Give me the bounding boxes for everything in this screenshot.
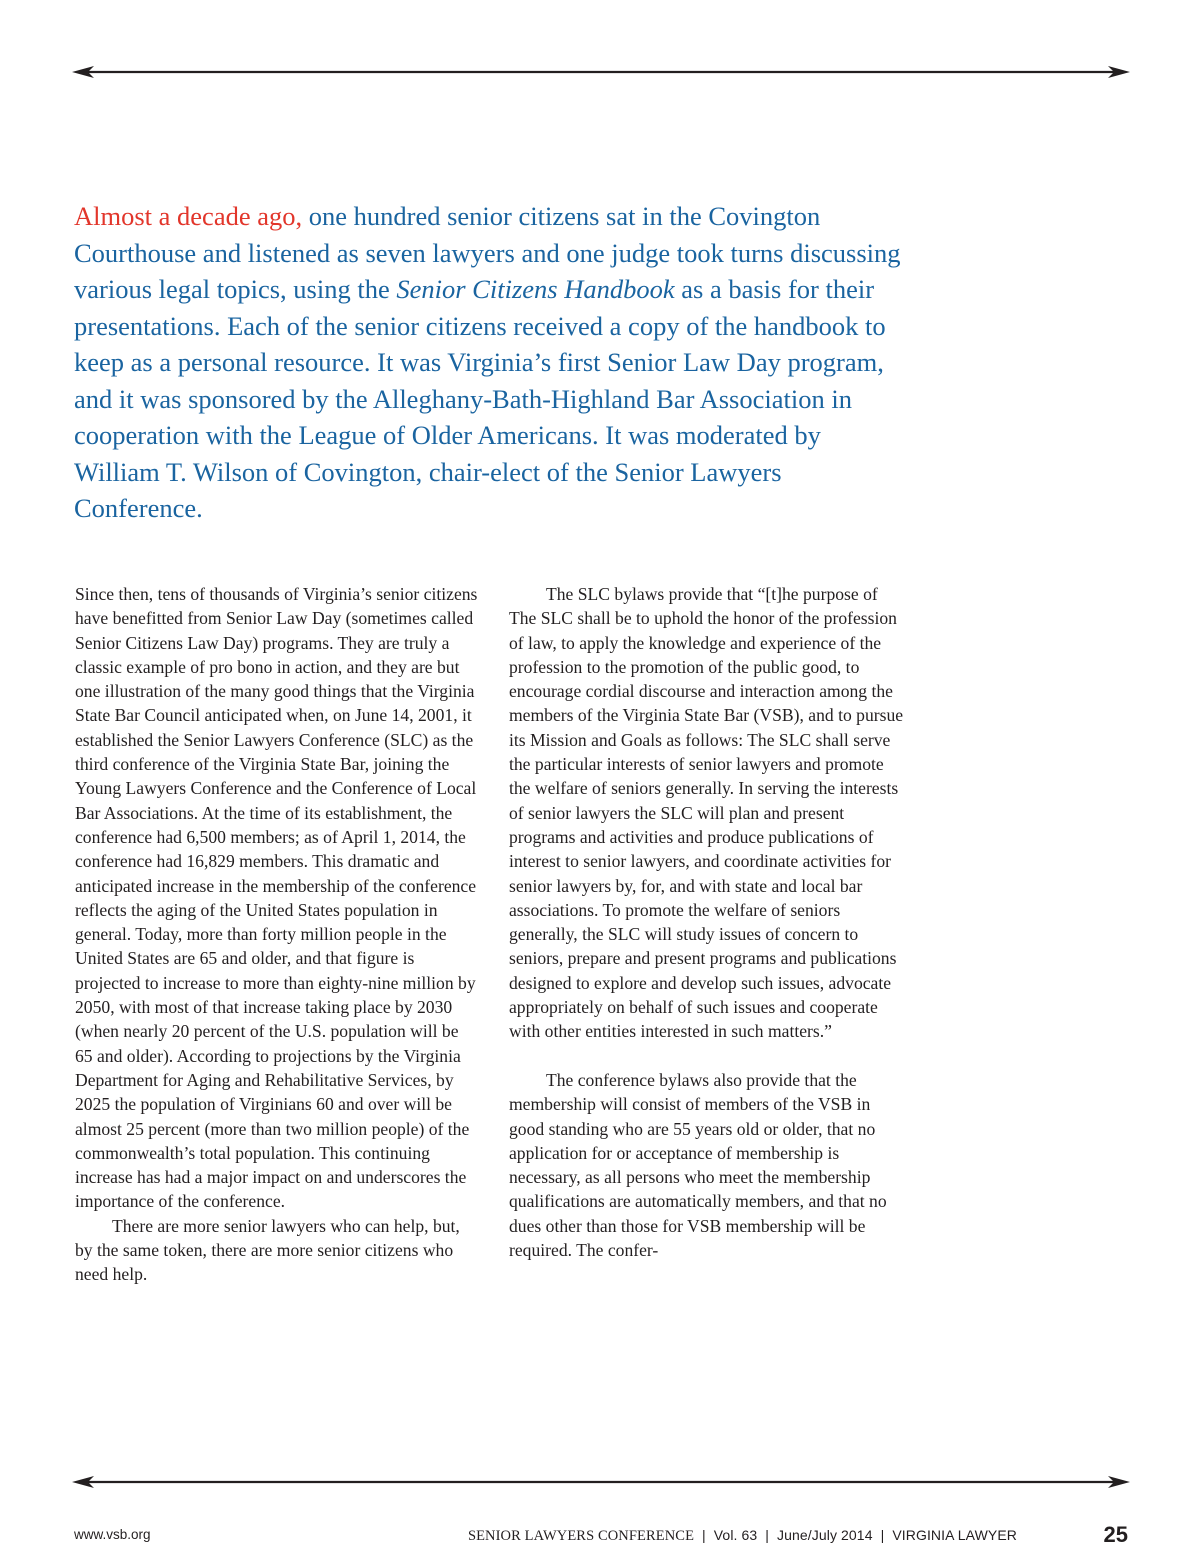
handbook-title: Senior Citizens Handbook [396,274,675,304]
left-paragraph-2: There are more senior lawyers who can help, but, by the same token, there are more senior citizens who need help. [75,1215,460,1285]
footer-separator: | [765,1527,770,1543]
footer-issue: June/July 2014 [777,1527,873,1543]
left-paragraph-1: Since then, tens of thousands of Virginia’s senior citizens have benefitted from Senior Law Day (sometimes called Senior Citizens Law Day) programs. They are truly a classic example of pro bono in action, and they are but one illustration of the many good things that the Virginia State Bar Council anticipated when, on June 14, 2001, it established the Senior Lawyers Conference (SLC) as the third conference of the Virginia State Bar, joining the Young Lawyers Conference and the Conference of Local Bar Associations. At the time of its establishment, the conference had 6,500 members; as of April 1, 2014, the conference had 16,829 members. This dramatic and anticipated increase in the membership of the conference reflects the aging of the United States population in general. Today, more than forty million people in the United States are 65 and older, and that figure is projected to increase to more than eighty-nine million by 2050, with most of that increase taking place by 2030 (when nearly 20 percent of the U.S. population will be 65 and older). According to projections by the Virginia Department for Aging and Rehabilitative Services, by 2025 the population of Virginians 60 and over will be almost 25 percent (more than two million people) of the commonwealth’s total population. This continuing increase has had a major impact on and underscores the importance of the conference. [75,584,478,1212]
footer-separator: | [880,1527,885,1543]
bottom-arrow-rule [72,1472,1130,1492]
footer-separator: | [702,1527,706,1543]
right-paragraph-1: The SLC bylaws provide that “[t]he purpose of The SLC shall be to uphold the honor of the profession of law, to apply the knowledge and experience of the profession to the promotion of the public good, to encourage cordial discourse and interaction among the members of the Virginia State Bar (VSB), and to pursue its Mission and Goals as follows: The SLC shall serve the particular interests of senior lawyers and promote the welfare of seniors generally. In serving the interests of senior lawyers the SLC will plan and present programs and activities and produce publications of interest to senior lawyers, and coordinate activities for senior lawyers by, for, and with state and local bar associations. To promote the welfare of seniors generally, the SLC will study issues of concern to seniors, prepare and present programs and publications designed to explore and develop such issues, advocate appropriately on behalf of such issues and cooperate with other entities interested in such matters.” [509,584,904,1042]
footer-volume: Vol. 63 [713,1527,758,1543]
lead-in-text: Almost a decade ago, [74,201,303,231]
page-number: 25 [1103,1522,1128,1547]
lead-text-part-2: as a basis for their presentations. Each of the senior citizens received a copy of the handbook to keep as a personal resource. It was Virginia’s first Senior Law Day program, and it was sponsored by the Alleghany-Bath-Highland Bar Association in cooperation with the League of Older Americans. It was moderated by William T. Wilson of Covington, chair-elect of the Senior Lawyers Conference. [74,274,886,523]
left-column [75,582,480,1287]
lead-paragraph [74,198,904,527]
right-paragraph-2: The conference bylaws also provide that the membership will consist of members of the VSB in good standing who are 55 years old or older, that no application for or acceptance of membership is necessary, as all persons who meet the membership qualifications are automatically members, and that no dues other than those for VSB membership will be required. The confer- [509,1069,887,1261]
footer-section: SENIOR LAWYERS CONFERENCE [467,1528,695,1544]
right-column [509,582,907,1262]
lead-text-part-1: one hundred senior citizens sat in the Covington Courthouse and listened as seven lawyers and one judge took turns discussing various legal topics, using the [74,201,901,304]
footer-running-title [468,1527,1017,1545]
footer-magazine: VIRGINIA LAWYER [892,1527,1017,1543]
footer-url[interactable]: www.vsb.org [74,1527,151,1542]
top-arrow-rule [72,62,1130,82]
